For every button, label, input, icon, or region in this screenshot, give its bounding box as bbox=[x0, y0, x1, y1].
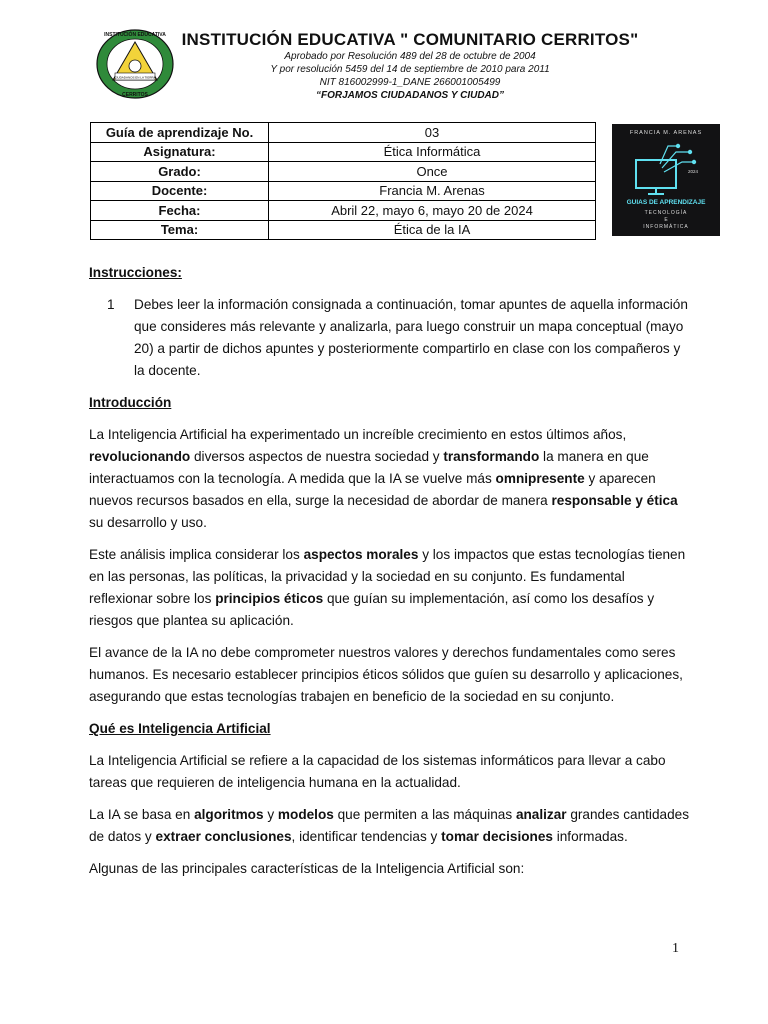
guide-cover-image: FRANCIA M. ARENAS 2024 GUIAS DE APRENDIZAJE TECNOLOGÍA E INFORMÁTICA bbox=[612, 124, 720, 236]
instruction-text: Debes leer la información consignada a continuación, tomar apuntes de aquella información que consideres más relevante y analizarla, para luego construir un mapa conceptual (mayo 20) a partir de dichos apuntes y posteriormente compartirlo en clase con los compañeros y la docente. bbox=[134, 297, 688, 378]
ai-paragraph-2: La IA se basa en algoritmos y modelos que permiten a las máquinas analizar grandes cantidades de datos y extraer conclusiones, identificar tendencias y tomar decisiones informadas. bbox=[89, 807, 689, 844]
nit-line: NIT 816002999-1_DANE 266001005499 bbox=[319, 77, 501, 88]
info-row bbox=[91, 162, 596, 182]
intro-heading: Introducción bbox=[89, 395, 172, 410]
guide-author: FRANCIA M. ARENAS bbox=[629, 130, 703, 136]
info-value: Ética Informática bbox=[269, 142, 596, 162]
info-row bbox=[91, 201, 596, 221]
intro-paragraph-1: La Inteligencia Artificial ha experimentado un increíble crecimiento en estos últimos años, revolucionando diversos aspectos de nuestra sociedad y transformando la manera en que interactuamos con la tecnología. A medida que la IA se vuelve más omnipresente y aparecen nuevos recursos basados en ella, surge la necesidad de abordar de manera responsable y ética su desarrollo y uso. bbox=[89, 427, 678, 530]
page-number: 1 bbox=[672, 941, 679, 956]
info-key: Tema: bbox=[91, 220, 269, 240]
info-row bbox=[91, 142, 596, 162]
info-row bbox=[91, 123, 596, 143]
info-key: Grado: bbox=[91, 162, 269, 182]
intro-paragraph-3: El avance de la IA no debe comprometer nuestros valores y derechos fundamentales como seres humanos. Es necesario establecer principios éticos sólidos que guíen su desarrollo y aplicaciones, asegurando que estas tecnologías trabajen en beneficio de la sociedad en su conjunto. bbox=[89, 645, 683, 704]
guide-info-table bbox=[90, 122, 596, 240]
info-row bbox=[91, 220, 596, 240]
intro-paragraph-2: Este análisis implica considerar los aspectos morales y los impactos que estas tecnologías tienen en las personas, las políticas, la privacidad y la sociedad en su conjunto. Es fundamental reflexionar sobre los principios éticos que guían su implementación, así como los desafíos y riesgos que plantea su aplicación. bbox=[89, 547, 686, 628]
school-logo-icon bbox=[95, 28, 175, 100]
info-row bbox=[91, 181, 596, 201]
instruction-number: 1 bbox=[107, 297, 115, 312]
info-key: Asignatura: bbox=[91, 142, 269, 162]
guide-title: GUIAS DE APRENDIZAJE bbox=[626, 199, 706, 206]
info-key: Guía de aprendizaje No. bbox=[91, 123, 269, 143]
ai-paragraph-1: La Inteligencia Artificial se refiere a la capacidad de los sistemas informáticos para llevar a cabo tareas que requieren de inteligencia humana en la actualidad. bbox=[89, 753, 666, 790]
document-body bbox=[89, 262, 689, 890]
svg-text:2024: 2024 bbox=[688, 169, 699, 174]
info-value: Francia M. Arenas bbox=[269, 181, 596, 201]
institution-name: INSTITUCIÓN EDUCATIVA " COMUNITARIO CERRITOS" bbox=[181, 30, 639, 49]
approval-line-1: Aprobado por Resolución 489 del 28 de octubre de 2004 bbox=[284, 51, 536, 62]
info-value: Ética de la IA bbox=[269, 220, 596, 240]
school-logo bbox=[95, 28, 175, 100]
info-key: Fecha: bbox=[91, 201, 269, 221]
svg-text:INSTITUCIÓN EDUCATIVA: INSTITUCIÓN EDUCATIVA bbox=[104, 32, 166, 38]
ai-paragraph-3: Algunas de las principales características de la Inteligencia Artificial son: bbox=[89, 861, 525, 876]
info-value: Abril 22, mayo 6, mayo 20 de 2024 bbox=[269, 201, 596, 221]
computer-circuit-icon bbox=[632, 142, 700, 198]
svg-text:CIUDADANOS EN LA TIERRA: CIUDADANOS EN LA TIERRA bbox=[114, 75, 156, 80]
approval-line-2: Y por resolución 5459 del 14 de septiembre de 2010 para 2011 bbox=[270, 64, 550, 75]
instruction-item bbox=[89, 294, 689, 382]
institution-header bbox=[180, 30, 640, 111]
info-value: 03 bbox=[269, 123, 596, 143]
svg-text:CERRITOS: CERRITOS bbox=[122, 92, 148, 98]
motto: “FORJAMOS CIUDADANOS Y CIUDAD” bbox=[316, 90, 504, 101]
info-key: Docente: bbox=[91, 181, 269, 201]
info-value: Once bbox=[269, 162, 596, 182]
ai-heading: Qué es Inteligencia Artificial bbox=[89, 721, 271, 736]
instructions-heading: Instrucciones: bbox=[89, 265, 182, 280]
